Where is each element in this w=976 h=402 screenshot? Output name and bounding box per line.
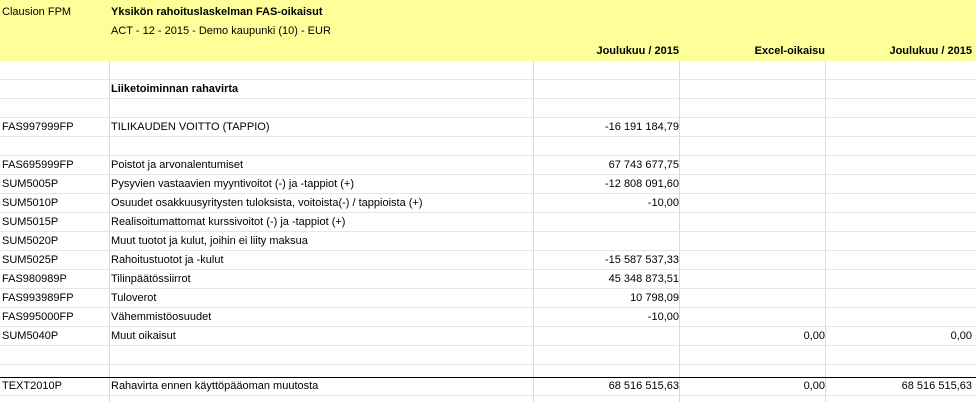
row-label[interactable]: TILIKAUDEN VOITTO (TAPPIO) (111, 121, 270, 133)
table-row[interactable] (0, 156, 976, 175)
table-row[interactable] (0, 308, 976, 327)
table-row[interactable] (0, 61, 976, 80)
report-grid (0, 61, 976, 402)
report-subtitle: ACT - 12 - 2015 - Demo kaupunki (10) - EUR (111, 25, 331, 37)
row-label[interactable]: Pysyvien vastaavien myyntivoitot (-) ja -tappiot (+) (111, 178, 355, 190)
row-label[interactable]: Vähemmistöosuudet (111, 311, 212, 323)
row-code[interactable]: FAS993989FP (2, 292, 74, 304)
report-header (0, 0, 976, 61)
row-label[interactable]: Poistot ja arvonalentumiset (111, 159, 244, 171)
table-row[interactable] (0, 346, 976, 365)
report-title: Yksikön rahoituslaskelman FAS-oikaisut (111, 6, 323, 18)
row-code[interactable]: FAS695999FP (2, 159, 74, 171)
row-label[interactable]: Rahavirta ennen käyttöpääoman muutosta (111, 380, 319, 392)
table-row[interactable] (0, 251, 976, 270)
row-code[interactable]: SUM5015P (2, 216, 59, 228)
row-code[interactable]: FAS980989P (2, 273, 67, 285)
row-label[interactable]: Muut tuotot ja kulut, joihin ei liity maksua (111, 235, 308, 247)
column-header-period[interactable]: Joulukuu / 2015 (596, 45, 679, 57)
row-value-period[interactable]: -10,00 (647, 197, 679, 209)
table-row[interactable] (0, 175, 976, 194)
column-header-excel-adjustment[interactable]: Excel-oikaisu (754, 45, 825, 57)
row-label[interactable]: Osuudet osakkuusyritysten tuloksista, voitoista(-) / tappioista (+) (111, 197, 423, 209)
row-value-period[interactable]: 45 348 873,51 (608, 273, 679, 285)
row-label[interactable]: Muut oikaisut (111, 330, 176, 342)
total-separator-line (0, 377, 976, 378)
app-name: Clausion FPM (2, 6, 72, 18)
row-value-excel-adjustment[interactable]: 0,00 (803, 330, 825, 342)
row-code[interactable]: SUM5010P (2, 197, 59, 209)
row-value-period[interactable]: 10 798,09 (630, 292, 679, 304)
table-row[interactable] (0, 213, 976, 232)
row-label[interactable]: Tilinpäätössiirrot (111, 273, 191, 285)
table-row[interactable] (0, 377, 976, 396)
table-row[interactable] (0, 270, 976, 289)
table-row[interactable] (0, 232, 976, 251)
row-value-period[interactable]: -15 587 537,33 (604, 254, 679, 266)
row-code[interactable]: SUM5040P (2, 330, 59, 342)
row-label[interactable]: Liiketoiminnan rahavirta (111, 83, 239, 95)
row-value-period-total[interactable]: 0,00 (950, 330, 972, 342)
row-value-period[interactable]: -12 808 091,60 (604, 178, 679, 190)
row-code[interactable]: SUM5025P (2, 254, 59, 266)
row-value-period-total[interactable]: 68 516 515,63 (901, 380, 972, 392)
table-row[interactable] (0, 289, 976, 308)
row-code[interactable]: SUM5005P (2, 178, 59, 190)
row-code[interactable]: TEXT2010P (2, 380, 62, 392)
row-label[interactable]: Tuloverot (111, 292, 157, 304)
row-label[interactable]: Rahoitustuotot ja -kulut (111, 254, 224, 266)
table-row[interactable] (0, 194, 976, 213)
table-row[interactable] (0, 80, 976, 99)
row-code[interactable]: FAS997999FP (2, 121, 74, 133)
row-code[interactable]: SUM5020P (2, 235, 59, 247)
row-value-excel-adjustment[interactable]: 0,00 (803, 380, 825, 392)
row-value-period[interactable]: -16 191 184,79 (604, 121, 679, 133)
row-label[interactable]: Realisoitumattomat kurssivoitot (-) ja -tappiot (+) (111, 216, 346, 228)
row-code[interactable]: FAS995000FP (2, 311, 74, 323)
table-row[interactable] (0, 327, 976, 346)
row-value-period[interactable]: 67 743 677,75 (608, 159, 679, 171)
table-row[interactable] (0, 118, 976, 137)
table-row[interactable] (0, 99, 976, 118)
row-value-period[interactable]: 68 516 515,63 (608, 380, 679, 392)
row-value-period[interactable]: -10,00 (647, 311, 679, 323)
column-header-period-total[interactable]: Joulukuu / 2015 (889, 45, 972, 57)
table-row[interactable] (0, 137, 976, 156)
